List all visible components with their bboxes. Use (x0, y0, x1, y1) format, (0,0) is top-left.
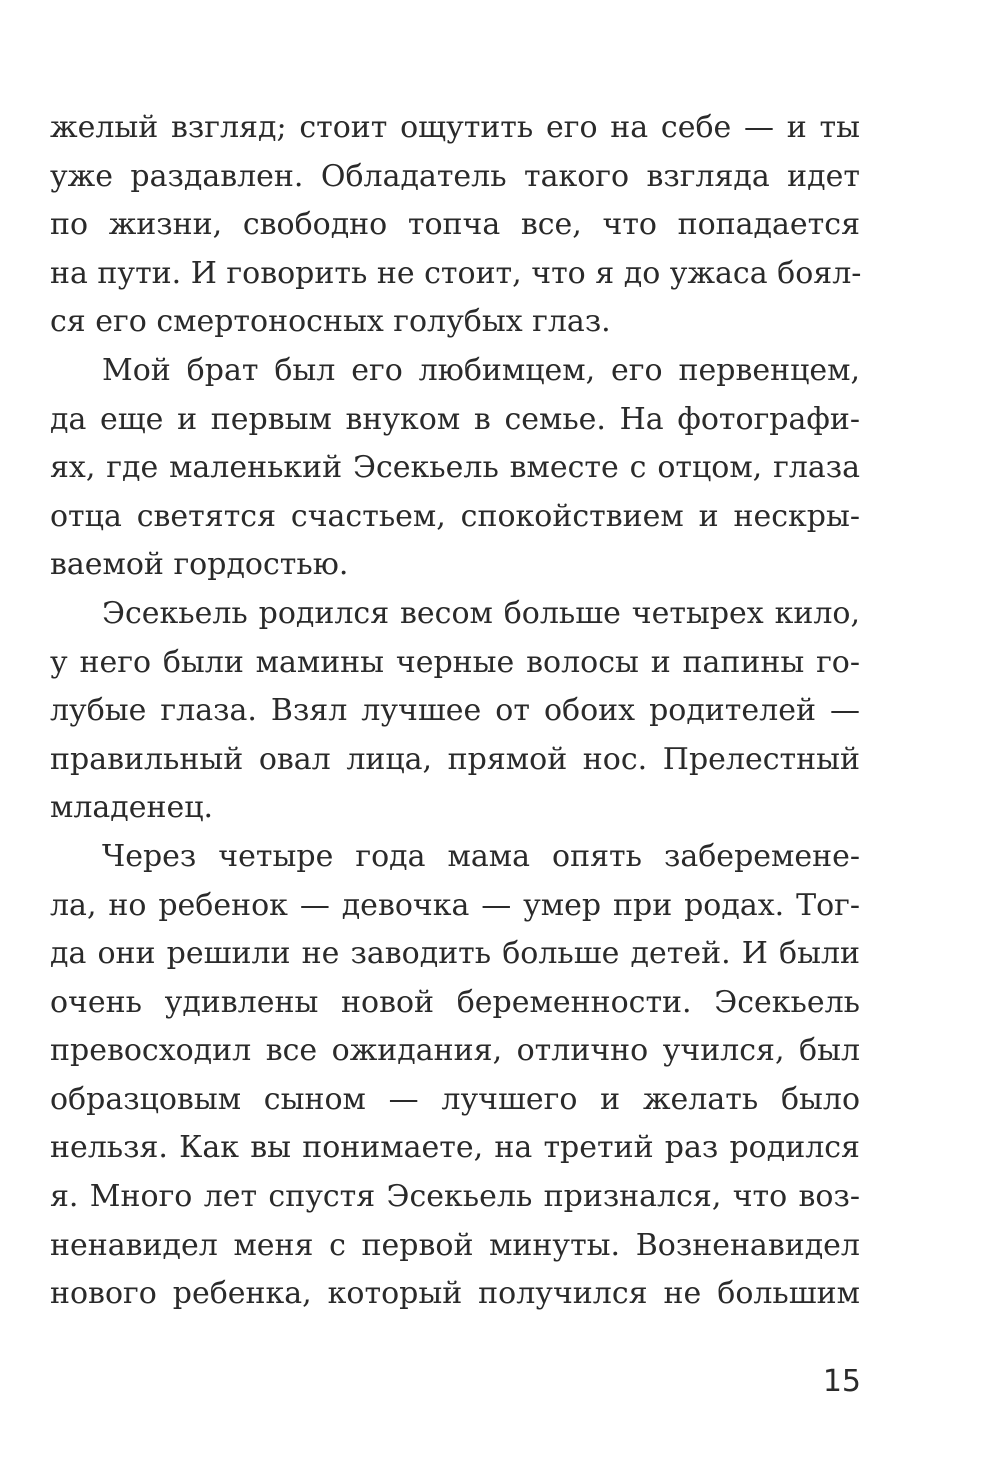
text-line: образцовым сыном — лучшего и желать было (50, 1081, 860, 1117)
text-line: ненавидел меня с первой минуты. Возненавидел (50, 1227, 860, 1263)
text-line: ся его смертоносных голубых глаз. (50, 304, 611, 340)
text-line: на пути. И говорить не стоит, что я до ужаса боял- (50, 255, 862, 291)
page-number: 15 (822, 1364, 861, 1399)
text-line: младенец. (50, 790, 214, 826)
text-line: я. Много лет спустя Эсекьель признался, что воз- (50, 1179, 860, 1215)
text-line: да еще и первым внуком в семье. На фотографи- (50, 401, 860, 437)
text-line: уже раздавлен. Обладатель такого взгляда идет (50, 158, 860, 194)
text-line: отца светятся счастьем, спокойствием и нескры- (50, 498, 860, 534)
text-line: Эсекьель родился весом больше четырех кило, (102, 595, 860, 631)
text-line: Через четыре года мама опять забеременe- (102, 838, 860, 874)
text-line: Мой брат был его любимцем, его первенцем, (102, 352, 860, 388)
text-line: превосходил все ожидания, отлично учился, был (50, 1033, 860, 1069)
text-line: правильный овал лица, прямой нос. Прелестный (50, 741, 860, 777)
text-line: у него были мамины черные волосы и папины го- (50, 644, 860, 680)
text-line: по жизни, свободно топча все, что попадается (50, 207, 860, 243)
text-line: лубые глаза. Взял лучшее от обоих родителей — (50, 693, 860, 729)
text-line: желый взгляд; стоит ощутить его на себе — и ты (50, 110, 860, 145)
text-line: ла, но ребенок — девочка — умер при родах. Тог- (50, 887, 860, 923)
text-line: очень удивлены новой беременности. Эсекьель (50, 984, 860, 1020)
text-line: ях, где маленький Эсекьель вместе с отцом, глаза (50, 450, 860, 486)
body-text (50, 104, 860, 1319)
text-line: ваемой гордостью. (50, 547, 349, 583)
text-line: да они решили не заводить больше детей. И были (50, 936, 860, 972)
text-line: нельзя. Как вы понимаете, на третий раз родился (50, 1130, 860, 1166)
text-line: нового ребенка, который получился не большим (50, 1276, 860, 1312)
